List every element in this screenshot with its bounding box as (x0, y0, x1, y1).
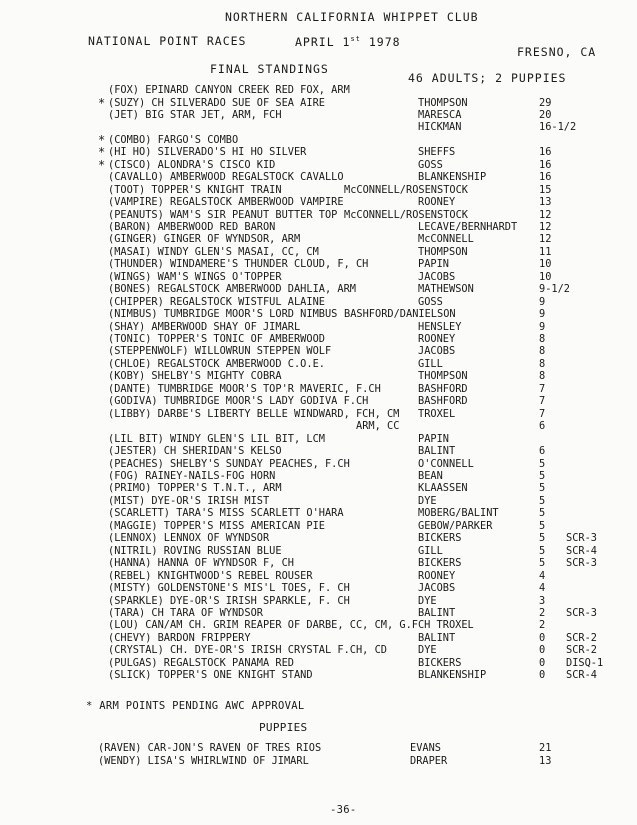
standing-row (0, 595, 637, 607)
puppy-row (0, 755, 637, 767)
standing-row (0, 308, 637, 320)
dog-name: (HI HO) SILVERADO'S HI HO SILVER (108, 146, 307, 159)
dog-name: (SUZY) CH SILVERADO SUE OF SEA AIRE (108, 96, 325, 109)
owner-name: BALINT (418, 631, 456, 644)
scratch-code: DISQ-1 (566, 656, 604, 669)
points: 6 (539, 420, 546, 433)
owner-name: GILL (418, 544, 443, 557)
standing-row (0, 283, 637, 295)
owner-name: PAPIN (418, 432, 449, 445)
points: 11 (539, 245, 552, 258)
standing-row (0, 159, 637, 171)
standing-row (0, 121, 637, 133)
dog-name: (STEPPENWOLF) WILLOWRUN STEPPEN WOLF (108, 345, 332, 358)
standing-row (0, 582, 637, 594)
owner-name: JACOBS (418, 345, 456, 358)
dog-name: (MAGGIE) TOPPER'S MISS AMERICAN PIE (108, 519, 325, 532)
owner-name: THOMPSON (418, 245, 468, 258)
points: 9 (539, 295, 546, 308)
standing-row (0, 258, 637, 270)
owner-name: BLANKENSHIP (418, 171, 487, 184)
dog-name: (MISTY) GOLDENSTONE'S MIS'L TOES, F. CH (108, 582, 350, 594)
event-date (295, 36, 401, 48)
footnote: * ARM POINTS PENDING AWC APPROVAL (86, 700, 305, 712)
owner-name: O'CONNELL (418, 457, 474, 470)
points: 5 (539, 482, 546, 495)
owner-name: SHEFFS (418, 146, 456, 159)
points: 9 (539, 320, 546, 333)
scratch-code: SCR-3 (566, 532, 597, 545)
points: 12 (539, 220, 552, 233)
points: 12 (539, 233, 552, 246)
standing-row (0, 321, 637, 333)
dog-name: (DANTE) TUMBRIDGE MOOR'S TOP'R MAVERIC, F.CH (108, 382, 381, 395)
points: 8 (539, 357, 546, 370)
dog-name: (JESTER) CH SHERIDAN'S KELSO (108, 445, 282, 457)
owner-name: McCONNELL (418, 233, 474, 246)
owner-name: BALINT (418, 606, 456, 619)
standing-row (0, 146, 637, 158)
owner-name: DYE (418, 644, 437, 657)
standing-row (0, 532, 637, 544)
puppy-row (0, 742, 637, 754)
dog-name: (CHIPPER) REGALSTOCK WISTFUL ALAINE (108, 295, 325, 308)
dog-name: (SHAY) AMBERWOOD SHAY OF JIMARL (108, 320, 301, 333)
dog-name: (KOBY) SHELBY'S MIGHTY COBRA (108, 370, 282, 383)
owner-name: GEBOW/PARKER (418, 519, 493, 532)
standing-row (0, 470, 637, 482)
dog-name: (NITRIL) ROVING RUSSIAN BLUE (108, 544, 282, 557)
standing-row (0, 520, 637, 532)
event-location: FRESNO, CA (517, 45, 597, 59)
dog-name: (BARON) AMBERWOOD RED BARON (108, 220, 276, 233)
standing-row (0, 184, 637, 196)
points: 5 (539, 519, 546, 532)
owner-name: ROONEY (418, 569, 456, 582)
standing-row (0, 109, 637, 121)
owner-name: DYE (418, 594, 437, 607)
standing-row (0, 557, 637, 569)
standing-row (0, 657, 637, 669)
standing-row (0, 383, 637, 395)
dog-name: (TARA) CH TARA OF WYNDSOR (108, 606, 263, 619)
standing-row (0, 445, 637, 457)
standing-row (0, 370, 637, 382)
owner-name: TROXEL (418, 407, 456, 420)
dog-name: (LOU) CAN/AM CH. GRIM REAPER OF DARBE, CC, CM, G.FCH TROXEL (108, 619, 474, 632)
standing-row (0, 495, 637, 507)
dog-name: (MIST) DYE-OR'S IRISH MIST (108, 494, 270, 507)
dog-name: (CHLOE) REGALSTOCK AMBERWOOD C.O.E. (108, 357, 325, 370)
standing-row (0, 545, 637, 557)
owner-name: ROONEY (418, 333, 456, 345)
owner-name: PAPIN (418, 258, 449, 271)
points: 0 (539, 669, 546, 682)
points: 20 (539, 108, 552, 121)
standing-row (0, 171, 637, 183)
dog-name: (PULGAS) REGALSTOCK PANAMA RED (108, 656, 294, 669)
standing-row (0, 97, 637, 109)
standing-row (0, 408, 637, 420)
owner-name: BALINT (418, 445, 456, 457)
points: 5 (539, 532, 546, 545)
points: 4 (539, 569, 546, 582)
owner-name: MOBERG/BALINT (418, 507, 499, 520)
standing-row (0, 296, 637, 308)
points: 5 (539, 469, 546, 482)
standing-row (0, 333, 637, 345)
entries-count: 46 ADULTS; 2 PUPPIES (408, 71, 567, 85)
points: 16-1/2 (539, 121, 577, 134)
points: 7 (539, 395, 546, 408)
standing-row (0, 607, 637, 619)
dog-name: (CHEVY) BARDON FRIPPERY (108, 631, 251, 644)
dog-name: (REBEL) KNIGHTWOOD'S REBEL ROUSER (108, 569, 313, 582)
owner-name: KLAASSEN (418, 482, 468, 495)
owner-name: EVANS (410, 742, 441, 754)
points: 15 (539, 183, 552, 196)
standing-row (0, 358, 637, 370)
standing-row (0, 271, 637, 283)
standing-row (0, 246, 637, 258)
owner-name: McCONNELL/ROSENSTOCK (344, 208, 468, 221)
standing-row (0, 209, 637, 221)
approval-star: * (98, 145, 106, 160)
points: 3 (539, 594, 546, 607)
dog-name: (FOG) RAINEY-NAILS-FOG HORN (108, 469, 276, 482)
dog-name: (TONIC) TOPPER'S TONIC OF AMBERWOOD (108, 333, 325, 345)
owner-name: GILL (418, 357, 443, 370)
standing-row (0, 458, 637, 470)
points: 16 (539, 146, 552, 159)
scratch-code: SCR-4 (566, 669, 597, 682)
dog-name: ARM, CC (356, 420, 400, 433)
dog-name: (CRYSTAL) CH. DYE-OR'S IRISH CRYSTAL F.CH, CD (108, 644, 387, 657)
owner-name: GOSS (418, 158, 443, 171)
owner-name: BASHFORD (418, 382, 468, 395)
standing-row (0, 345, 637, 357)
owner-name: JACOBS (418, 270, 456, 283)
points: 0 (539, 644, 546, 657)
owner-name: JACOBS (418, 582, 456, 594)
dog-name: (HANNA) HANNA OF WYNDSOR F, CH (108, 557, 294, 570)
page-number: -36- (330, 804, 357, 816)
points: 7 (539, 407, 546, 420)
dog-name: (RAVEN) CAR-JON'S RAVEN OF TRES RIOS (98, 742, 322, 754)
standing-row (0, 570, 637, 582)
puppies-heading: PUPPIES (259, 721, 308, 734)
points: 12 (539, 208, 552, 221)
owner-name: THOMPSON (418, 96, 468, 109)
owner-name: THOMPSON (418, 370, 468, 383)
owner-name: BASHFORD (418, 395, 468, 408)
points: 0 (539, 656, 546, 669)
dog-name: (TOOT) TOPPER'S KNIGHT TRAIN (108, 183, 282, 196)
points: 8 (539, 345, 546, 358)
points: 13 (539, 755, 552, 767)
approval-star: * (98, 132, 106, 147)
dog-name: (SLICK) TOPPER'S ONE KNIGHT STAND (108, 669, 313, 682)
owner-name: MATHEWSON (418, 283, 474, 296)
points: 9 (539, 308, 546, 321)
points: 2 (539, 619, 546, 632)
scratch-code: SCR-2 (566, 631, 597, 644)
scratch-code: SCR-4 (566, 544, 597, 557)
points: 29 (539, 96, 552, 109)
points: 0 (539, 631, 546, 644)
dog-name: (PEANUTS) WAM'S SIR PEANUT BUTTER TOP (108, 208, 338, 221)
dog-name: (BONES) REGALSTOCK AMBERWOOD DAHLIA, ARM (108, 283, 356, 296)
owner-name: McCONNELL/ROSENSTOCK (344, 183, 468, 196)
standing-row (0, 134, 637, 146)
points: 10 (539, 270, 552, 283)
owner-name: BICKERS (418, 656, 462, 669)
points: 5 (539, 507, 546, 520)
standing-row (0, 196, 637, 208)
owner-name: BICKERS (418, 532, 462, 545)
points: 7 (539, 382, 546, 395)
points: 8 (539, 370, 546, 383)
standing-row (0, 619, 637, 631)
dog-name: (WINGS) WAM'S WINGS O'TOPPER (108, 270, 282, 283)
owner-name: BLANKENSHIP (418, 669, 487, 682)
standing-row (0, 221, 637, 233)
dog-name: (LIBBY) DARBE'S LIBERTY BELLE WINDWARD, FCH, CM (108, 407, 400, 420)
points: 5 (539, 557, 546, 570)
dog-name: (WENDY) LISA'S WHIRLWIND OF JIMARL (98, 755, 309, 767)
owner-name: GOSS (418, 295, 443, 308)
dog-name: (COMBO) FARGO'S COMBO (108, 133, 239, 146)
dog-name: (SCARLETT) TARA'S MISS SCARLETT O'HARA (108, 507, 344, 520)
dog-name: (THUNDER) WINDAMERE'S THUNDER CLOUD, F, CH (108, 258, 369, 271)
owner-name: BICKERS (418, 557, 462, 570)
dog-name: (MASAI) WINDY GLEN'S MASAI, CC, CM (108, 245, 319, 258)
event-name: NATIONAL POINT RACES (88, 34, 247, 48)
dog-name: (GODIVA) TUMBRIDGE MOOR'S LADY GODIVA F.CH (108, 395, 369, 408)
standing-row (0, 632, 637, 644)
points: 6 (539, 445, 546, 457)
dog-name: (NIMBUS) TUMBRIDGE MOOR'S LORD NIMBUS (108, 308, 338, 321)
points: 4 (539, 582, 546, 594)
points: 5 (539, 457, 546, 470)
points: 8 (539, 333, 546, 345)
owner-name: HENSLEY (418, 320, 462, 333)
date-month: APRIL 1 (295, 35, 351, 49)
club-title: NORTHERN CALIFORNIA WHIPPET CLUB (225, 10, 479, 24)
standing-row (0, 507, 637, 519)
points: 16 (539, 158, 552, 171)
owner-name: DRAPER (410, 755, 448, 767)
dog-name: (FOX) EPINARD CANYON CREEK RED FOX, ARM (108, 84, 350, 96)
dog-name: (PEACHES) SHELBY'S SUNDAY PEACHES, F.CH (108, 457, 350, 470)
owner-name: ROONEY (418, 196, 456, 209)
points: 5 (539, 494, 546, 507)
standing-row (0, 669, 637, 681)
dog-name: (LIL BIT) WINDY GLEN'S LIL BIT, LCM (108, 432, 325, 445)
points: 9-1/2 (539, 283, 570, 296)
dog-name: (CAVALLO) AMBERWOOD REGALSTOCK CAVALLO (108, 171, 344, 184)
dog-name: (SPARKLE) DYE-OR'S IRISH SPARKLE, F. CH (108, 594, 350, 607)
dog-name: (VAMPIRE) REGALSTOCK AMBERWOOD VAMPIRE (108, 196, 344, 209)
date-sup: st (350, 35, 361, 44)
dog-name: (JET) BIG STAR JET, ARM, FCH (108, 108, 282, 121)
points: 16 (539, 171, 552, 184)
standing-row (0, 482, 637, 494)
points: 21 (539, 742, 552, 754)
dog-name: (LENNOX) LENNOX OF WYNDSOR (108, 532, 270, 545)
date-year: 1978 (368, 35, 401, 49)
approval-star: * (98, 95, 106, 110)
scratch-code: SCR-3 (566, 557, 597, 570)
owner-name: MARESCA (418, 108, 462, 121)
scratch-code: SCR-2 (566, 644, 597, 657)
standing-row (0, 233, 637, 245)
points: 2 (539, 606, 546, 619)
points: 13 (539, 196, 552, 209)
owner-name: BEAN (418, 469, 443, 482)
owner-name: HICKMAN (418, 121, 462, 134)
standing-row (0, 420, 637, 432)
dog-name: (CISCO) ALONDRA'S CISCO KID (108, 158, 276, 171)
points: 10 (539, 258, 552, 271)
scratch-code: SCR-3 (566, 606, 597, 619)
owner-name: DYE (418, 494, 437, 507)
standing-row (0, 644, 637, 656)
standing-row (0, 433, 637, 445)
standing-row (0, 395, 637, 407)
owner-name: BASHFORD/DANIELSON (344, 308, 456, 321)
points: 5 (539, 544, 546, 557)
owner-name: LECAVE/BERNHARDT (418, 220, 518, 233)
dog-name: (PRIMO) TOPPER'S T.N.T., ARM (108, 482, 282, 495)
section-title: FINAL STANDINGS (210, 62, 329, 76)
dog-name: (GINGER) GINGER OF WYNDSOR, ARM (108, 233, 301, 246)
approval-star: * (98, 157, 106, 172)
standing-row (0, 84, 637, 96)
